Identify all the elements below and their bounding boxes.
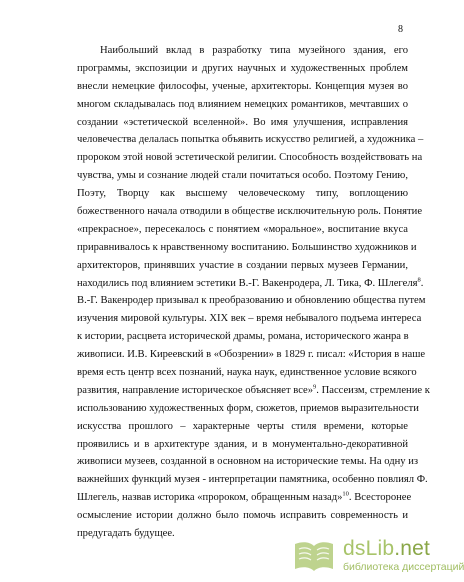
text-line: живописи музеев, созданной в основном на исторические темы. На одну из	[77, 456, 419, 468]
text-line: человечества делалась попытка объявить искусство религией, а художника –	[77, 134, 424, 146]
text-line: программы, экспозиции и других научных и художественных проблем	[77, 62, 408, 74]
text-line: к истории, расцвета исторической драмы, романа, исторического жанра в	[77, 331, 409, 343]
text-line: осмысление истории должно было помочь исправить современность и	[77, 510, 408, 522]
text-line: искусства прошлого – характерные черты стиля времени, которые	[77, 420, 408, 432]
text-line: предугадать будущее.	[77, 528, 175, 540]
book-icon	[291, 538, 337, 574]
footnote-ref: 9	[313, 383, 317, 391]
text-line: изучения мировой культуры. XIX век – время небывалого подъема интереса	[77, 313, 422, 325]
text-line: В.-Г. Вакенродер призывал к преобразованию и обновлению общества путем	[77, 295, 426, 307]
text-line: архитекторов, принявших участие в создании первых музеев Германии,	[77, 259, 408, 271]
watermark-caption: библиотека диссертаций	[343, 561, 464, 573]
body-text	[77, 42, 430, 543]
watermark-brand: dsLib.net	[343, 537, 431, 560]
text-line: чувства, умы и сознание людей стали почитаться особо. Поэтому Гению,	[77, 170, 408, 182]
text-line: приравнивалось к нравственному воспитанию. Большинство художников и	[77, 241, 417, 253]
text-line: Шлегель, назвав историка «пророком, обращенным назад»$^{10}$. Всесторонее	[77, 490, 412, 504]
text-line: «прекрасное», пересекалось с понятием «моральное», воспитание вкуса	[77, 223, 408, 235]
text-line: создании «эстетической вселенной». Во имя улучшения, исправления	[77, 116, 408, 128]
text-line: пророком этой новой эстетической религии. Способность воздействовать на	[77, 152, 423, 164]
text-line: время есть центр всех познаний, наука наук, единственное условие всякого	[77, 367, 417, 379]
footnote-ref: 8	[417, 276, 421, 284]
text-line: Поэту, Творцу как высшему человеческому типу, воплощению	[77, 188, 408, 200]
text-line: использованию художественных форм, сюжетов, приемов выразительности	[77, 402, 419, 414]
text-line: находились под влиянием эстетики В.-Г. Вакенродера, Л. Тика, Ф. Шлегеля$^8$.	[77, 276, 424, 289]
dslib-watermark[interactable]	[291, 537, 464, 578]
text-line: развития, направление историческое объясняет все»$^9$. Пассеизм, стремление к	[77, 383, 430, 396]
text-line: важнейших функций музея - интерпретации памятника, особенно повлиял Ф.	[77, 474, 428, 486]
footnote-ref: 10	[342, 490, 349, 498]
text-line: живописи. И.В. Киреевский в «Обозрении» в 1829 г. писал: «История в наше	[77, 349, 426, 361]
text-line: внесли немецкие философы, ученые, архитекторы. Концепция музея во	[77, 80, 408, 92]
text-line: многом складывалась под влиянием немецких романтиков, мечтавших о	[77, 98, 408, 110]
text-line: Наибольший вклад в разработку типа музейного здания, его	[100, 45, 408, 56]
text-line: божественного начала отводили в обществе исключительную роль. Понятие	[77, 206, 423, 218]
page-number: 8	[398, 24, 403, 35]
text-line: проявились и в архитектуре здания, и в монументально-декоративной	[77, 438, 408, 450]
